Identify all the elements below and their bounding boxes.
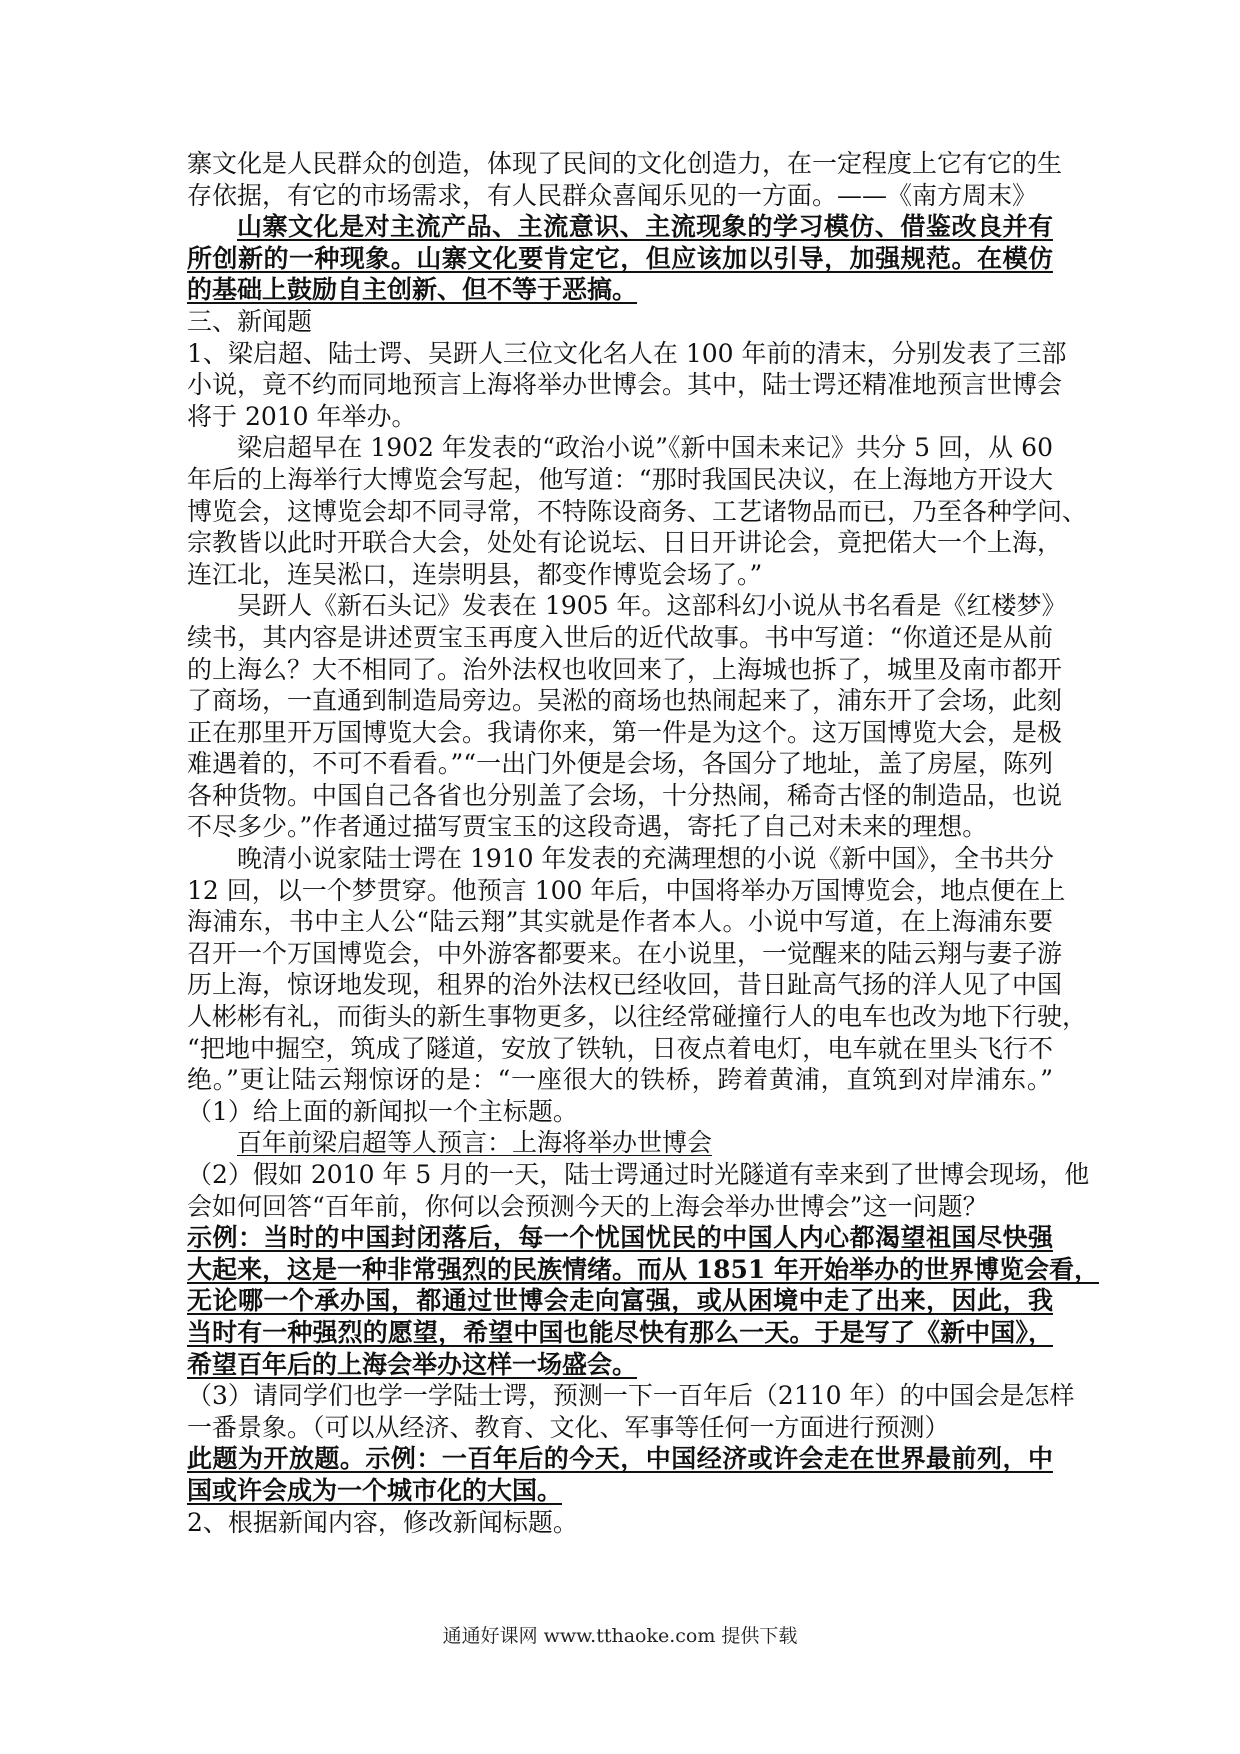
question-2: 2、根据新闻内容，修改新闻标题。 xyxy=(187,1507,578,1537)
text-line: 难遇着的，不可不看看。”“一出门外便是会场，各国分了地址，盖了房屋，陈列 xyxy=(187,749,1053,779)
answer-line: 无论哪一个承办国，都通过世博会走向富强，或从困境中走了出来，因此，我 xyxy=(187,1286,1053,1316)
sub-answer-3 xyxy=(187,1443,1053,1506)
text-line: 历上海，惊讶地发现，租界的治外法权已经收回，昔日趾高气扬的洋人见了中国 xyxy=(187,970,1063,1000)
text-line: 晚清小说家陆士谔在 1910 年发表的充满理想的小说《新中国》，全书共分 xyxy=(237,844,1055,874)
answer-line: 示例：当时的中国封闭落后，每一个忧国忧民的中国人内心都渴望祖国尽快强 xyxy=(187,1223,1053,1253)
text-line: 宗教皆以此时开联合大会，处处有论说坛、日日开讲论会，竟把偌大一个上海， xyxy=(187,528,1063,558)
text-line: 会如何回答“百年前，你何以会预测今天的上海会举办世博会”这一问题？ xyxy=(187,1191,988,1221)
text-line: （2）假如 2010 年 5 月的一天，陆士谔通过时光隧道有幸来到了世博会现场，他 xyxy=(187,1160,1090,1189)
text-line: 的上海么？大不相同了。治外法权也收回来了，上海城也拆了，城里及南市都开 xyxy=(187,654,1063,684)
text-line: 存依据，有它的市场需求，有人民群众喜闻乐见的一方面。——《南方周末》 xyxy=(187,180,1038,210)
text-line: 寨文化是人民群众的创造，体现了民间的文化创造力，在一定程度上它有它的生 xyxy=(187,149,1063,178)
sub-question-2 xyxy=(187,1159,1090,1222)
text-line: 各种货物。中国自己各省也分别盖了会场，十分热闹，稀奇古怪的制造品，也说 xyxy=(187,780,1063,810)
answer-line: 的基础上鼓励自主创新、但不等于恶搞。 xyxy=(187,275,638,305)
text-line: 海浦东，书中主人公“陆云翔”其实就是作者本人。小说中写道，在上海浦东要 xyxy=(187,907,1053,937)
text-line: 年后的上海举行大博览会写起，他写道：“那时我国民决议，在上海地方开设大 xyxy=(187,464,1053,494)
answer-line: 所创新的一种现象。山寨文化要肯定它，但应该加以引导，加强规范。在模仿 xyxy=(187,243,1053,273)
text-line: 博览会，这博览会却不同寻常，不特陈设商务、工艺诸物品而已，乃至各种学问、 xyxy=(187,496,1088,526)
text-line: 一番景象。（可以从经济、教育、文化、军事等任何一方面进行预测） xyxy=(187,1412,950,1442)
paragraph-wu xyxy=(187,590,1067,843)
page-footer: 通通好课网 www.tthaoke.com 提供下载 xyxy=(442,1625,798,1647)
answer-line: 此题为开放题。示例：一百年后的今天，中国经济或许会走在世界最前列，中 xyxy=(187,1444,1053,1474)
sub-question-3 xyxy=(187,1380,1075,1443)
text-line: 梁启超早在 1902 年发表的“政治小说”《新中国未来记》共分 5 回，从 60 xyxy=(237,433,1053,463)
answer-line: 国或许会成为一个城市化的大国。 xyxy=(187,1475,563,1505)
sub-answer-1: 百年前梁启超等人预言：上海将举办世博会 xyxy=(237,1128,713,1158)
text-line: 吴趼人《新石头记》发表在 1905 年。这部科幻小说从书名看是《红楼梦》 xyxy=(237,591,1067,621)
text-line: “把地中掘空，筑成了隧道，安放了铁轨，日夜点着电灯，电车就在里头飞行不 xyxy=(187,1033,1053,1063)
answer-line: 当时有一种强烈的愿望，希望中国也能尽快有那么一天。于是写了《新中国》， xyxy=(187,1317,1053,1347)
text-line: （3）请同学们也学一学陆士谔，预测一下一百年后（2110 年）的中国会是怎样 xyxy=(187,1381,1075,1411)
sub-question-1: （1）给上面的新闻拟一个主标题。 xyxy=(187,1096,578,1126)
text-line: 了商场，一直通到制造局旁边。吴淞的商场也热闹起来了，浦东开了会场，此刻 xyxy=(187,686,1063,716)
text-line: 人彬彬有礼，而街头的新生事物更多，以往经常碰撞行人的电车也改为地下行驶， xyxy=(187,1002,1088,1032)
paragraph-lu xyxy=(187,843,1088,1096)
sub-answer-2 xyxy=(187,1222,1099,1380)
text-line: 续书，其内容是讲述贾宝玉再度入世后的近代故事。书中写道：“你道还是从前 xyxy=(187,622,1053,652)
text-line: 将于 2010 年举办。 xyxy=(187,401,417,431)
answer-line: 大起来，这是一种非常强烈的民族情绪。而从 1851 年开始举办的世界博览会看， xyxy=(187,1254,1099,1284)
text-line: 连江北，连吴淞口，连崇明县，都变作博览会场了。” xyxy=(187,559,763,589)
answer-line: 希望百年后的上海会举办这样一场盛会。 xyxy=(187,1349,638,1379)
paragraph-liang xyxy=(187,432,1088,590)
answer-paragraph xyxy=(187,211,1053,306)
document-body xyxy=(187,148,1099,1538)
text-line: 1、梁启超、陆士谔、吴趼人三位文化名人在 100 年前的清末，分别发表了三部 xyxy=(187,338,1067,368)
text-line: 不尽多少。”作者通过描写贾宝玉的这段奇遇，寄托了自己对未来的理想。 xyxy=(187,812,988,842)
text-line: 正在那里开万国博览大会。我请你来，第一件是为这个。这万国博览大会，是极 xyxy=(187,717,1063,747)
intro-paragraph xyxy=(187,148,1063,211)
text-line: 绝。”更让陆云翔惊讶的是：“一座很大的铁桥，跨着黄浦，直筑到对岸浦东。” xyxy=(187,1065,1053,1095)
text-line: 小说，竟不约而同地预言上海将举办世博会。其中，陆士谔还精准地预言世博会 xyxy=(187,370,1063,400)
section-title: 三、新闻题 xyxy=(187,306,313,336)
question-1 xyxy=(187,338,1067,433)
text-line: 召开一个万国博览会，中外游客都要来。在小说里，一觉醒来的陆云翔与妻子游 xyxy=(187,938,1063,968)
answer-line: 山寨文化是对主流产品、主流意识、主流现象的学习模仿、借鉴改良并有 xyxy=(237,212,1053,242)
text-line: 12 回，以一个梦贯穿。他预言 100 年后，中国将举办万国博览会，地点便在上 xyxy=(187,875,1066,905)
